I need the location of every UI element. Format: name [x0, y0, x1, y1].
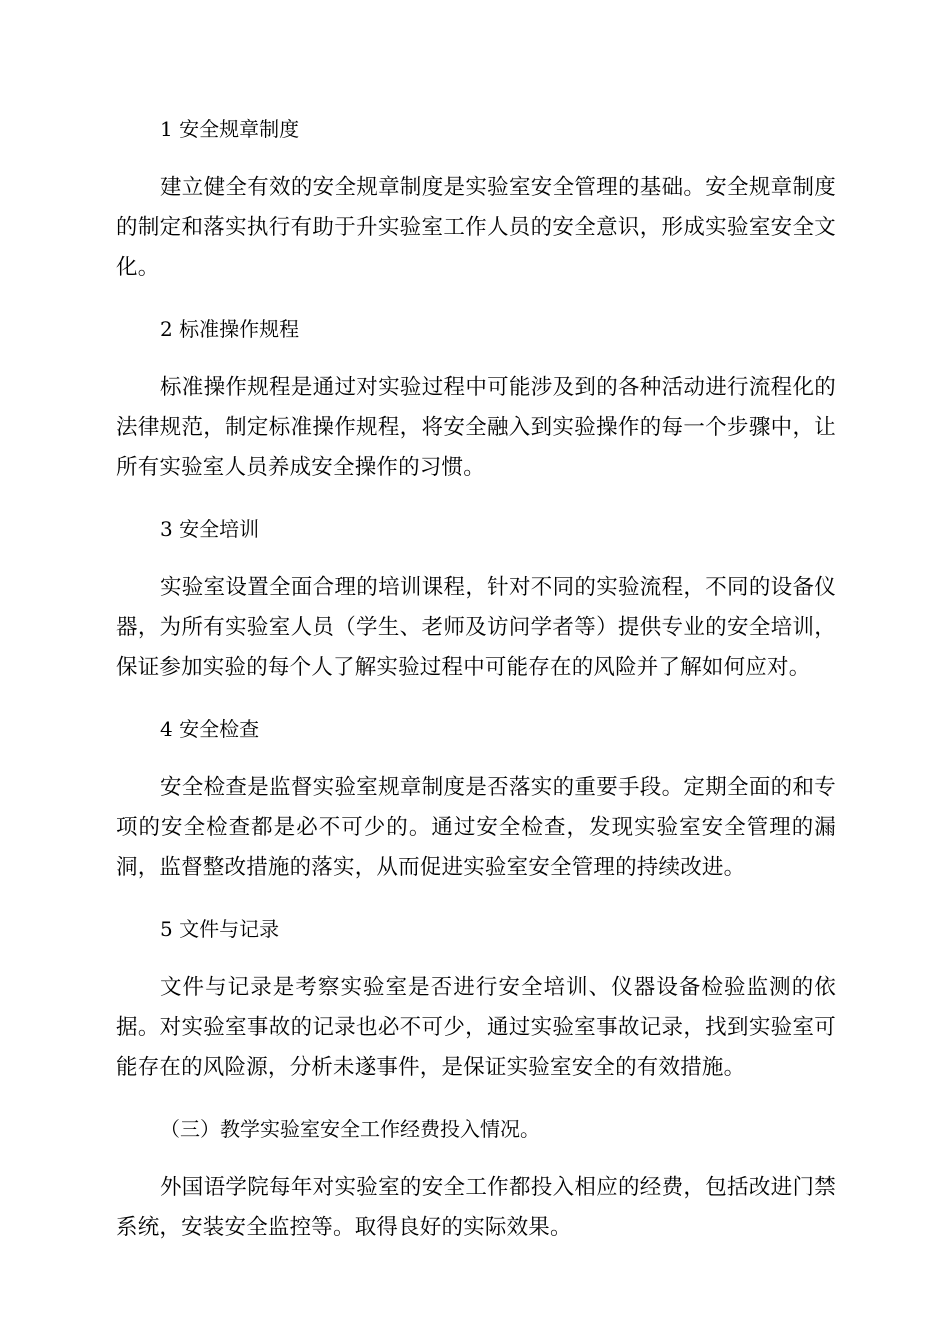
section-heading-4: 4 安全检查 — [160, 717, 260, 741]
section-paragraph-5: 文件与记录是考察实验室是否进行安全培训、仪器设备检验监测的依据。对实验室事故的记录也必不可少，通过实验室事故记录，找到实验室可能存在的风险源，分析未遂事件，是保证实验室安全的有效措施。 — [116, 975, 836, 1080]
section-heading-3: 3 安全培训 — [160, 517, 260, 541]
section-paragraph-4: 安全检查是监督实验室规章制度是否落实的重要手段。定期全面的和专项的安全检查都是必不可少的。通过安全检查，发现实验室安全管理的漏洞，监督整改措施的落实，从而促进实验室安全管理的持续改进。 — [116, 775, 836, 880]
section-paragraph-funding: 外国语学院每年对实验室的安全工作都投入相应的经费，包括改进门禁系统，安装安全监控等。取得良好的实际效果。 — [116, 1175, 836, 1240]
section-heading-2: 2 标准操作规程 — [160, 317, 300, 341]
document-body — [116, 110, 836, 1270]
section-paragraph-3: 实验室设置全面合理的培训课程，针对不同的实验流程，不同的设备仪器，为所有实验室人员（学生、老师及访问学者等）提供专业的安全培训，保证参加实验的每个人了解实验过程中可能存在的风险并了解如何应对。 — [116, 575, 836, 680]
section-heading-5: 5 文件与记录 — [160, 917, 280, 941]
section-heading-funding: （三）教学实验室安全工作经费投入情况。 — [160, 1117, 540, 1141]
section-paragraph-1: 建立健全有效的安全规章制度是实验室安全管理的基础。安全规章制度的制定和落实执行有助于升实验室工作人员的安全意识，形成实验室安全文化。 — [116, 175, 836, 280]
section-heading-1: 1 安全规章制度 — [160, 117, 300, 141]
section-paragraph-2: 标准操作规程是通过对实验过程中可能涉及到的各种活动进行流程化的法律规范，制定标准操作规程，将安全融入到实验操作的每一个步骤中，让所有实验室人员养成安全操作的习惯。 — [116, 375, 836, 480]
